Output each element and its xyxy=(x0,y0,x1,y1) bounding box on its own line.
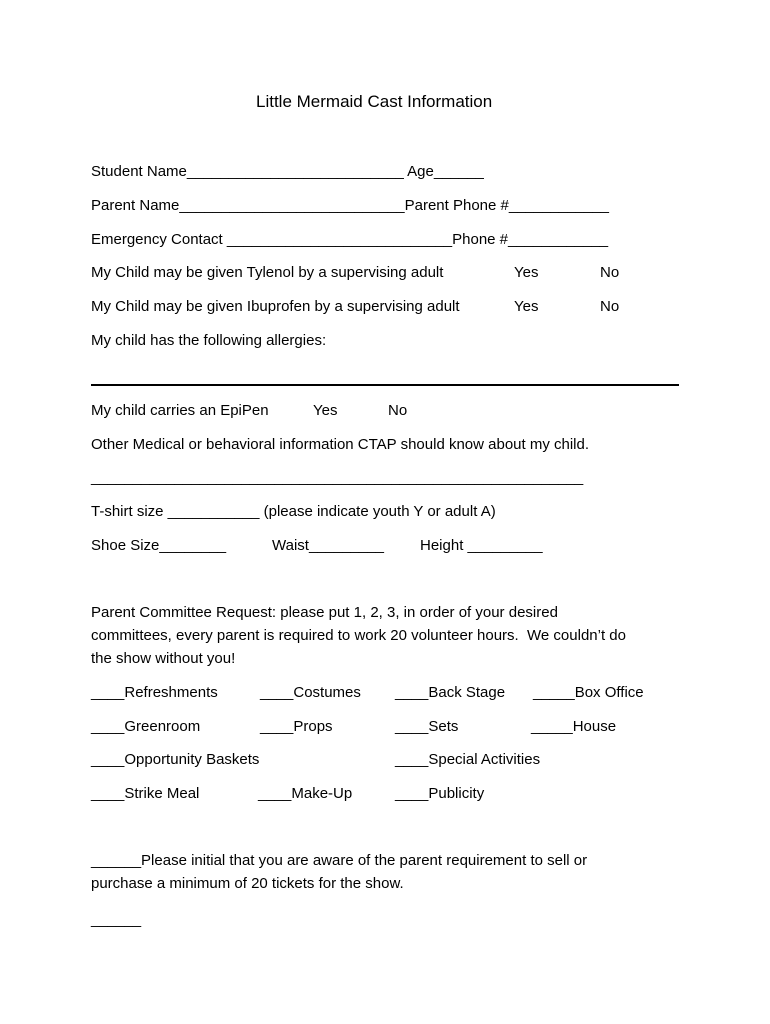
committee-costumes[interactable]: ____Costumes xyxy=(260,684,361,701)
tickets-initial-line-1[interactable]: ______Please initial that you are aware of the parent requirement to sell or xyxy=(91,852,588,869)
tylenol-yes-option[interactable]: Yes xyxy=(514,264,539,281)
committee-intro-line-3: the show without you! xyxy=(91,650,236,667)
shoe-size-field[interactable]: Shoe Size________ xyxy=(91,537,227,554)
committee-special-activities[interactable]: ____Special Activities xyxy=(395,751,541,768)
committee-sets[interactable]: ____Sets xyxy=(395,718,459,735)
committee-strike-meal[interactable]: ____Strike Meal xyxy=(91,785,200,802)
committee-greenroom[interactable]: ____Greenroom xyxy=(91,718,201,735)
other-medical-blank[interactable]: ___________________________________________________________ xyxy=(91,469,584,486)
committee-house[interactable]: _____House xyxy=(531,718,617,735)
final-initial-blank[interactable]: ______ xyxy=(91,911,142,928)
committee-intro-line-1: Parent Committee Request: please put 1, 2, 3, in order of your desired xyxy=(91,604,558,621)
height-field[interactable]: Height _________ xyxy=(420,537,543,554)
committee-props[interactable]: ____Props xyxy=(260,718,333,735)
emergency-contact-field[interactable]: Emergency Contact ___________________________Phone #____________ xyxy=(91,231,609,248)
ibuprofen-label: My Child may be given Ibuprofen by a supervising adult xyxy=(91,298,460,315)
tickets-initial-line-2: purchase a minimum of 20 tickets for the show. xyxy=(91,875,404,892)
committee-opportunity-baskets[interactable]: ____Opportunity Baskets xyxy=(91,751,260,768)
waist-field[interactable]: Waist_________ xyxy=(272,537,385,554)
other-medical-label: Other Medical or behavioral information CTAP should know about my child. xyxy=(91,436,590,453)
allergies-label: My child has the following allergies: xyxy=(91,332,327,349)
committee-publicity[interactable]: ____Publicity xyxy=(395,785,485,802)
tylenol-no-option[interactable]: No xyxy=(600,264,620,281)
page-title: Little Mermaid Cast Information xyxy=(256,92,493,111)
epipen-label: My child carries an EpiPen xyxy=(91,402,269,419)
committee-back-stage[interactable]: ____Back Stage xyxy=(395,684,506,701)
committee-box-office[interactable]: _____Box Office xyxy=(533,684,644,701)
committee-make-up[interactable]: ____Make-Up xyxy=(258,785,353,802)
committee-intro-line-2: committees, every parent is required to work 20 volunteer hours. We couldn’t do xyxy=(91,627,626,644)
parent-name-field[interactable]: Parent Name___________________________Parent Phone #____________ xyxy=(91,197,609,214)
student-name-field[interactable]: Student Name__________________________ Age______ xyxy=(91,163,484,180)
epipen-no-option[interactable]: No xyxy=(388,402,408,419)
ibuprofen-no-option[interactable]: No xyxy=(600,298,620,315)
committee-refreshments[interactable]: ____Refreshments xyxy=(91,684,218,701)
tshirt-size-field[interactable]: T-shirt size ___________ (please indicate youth Y or adult A) xyxy=(91,503,496,520)
epipen-yes-option[interactable]: Yes xyxy=(313,402,338,419)
ibuprofen-yes-option[interactable]: Yes xyxy=(514,298,539,315)
tylenol-label: My Child may be given Tylenol by a supervising adult xyxy=(91,264,444,281)
allergies-line[interactable] xyxy=(91,384,679,386)
